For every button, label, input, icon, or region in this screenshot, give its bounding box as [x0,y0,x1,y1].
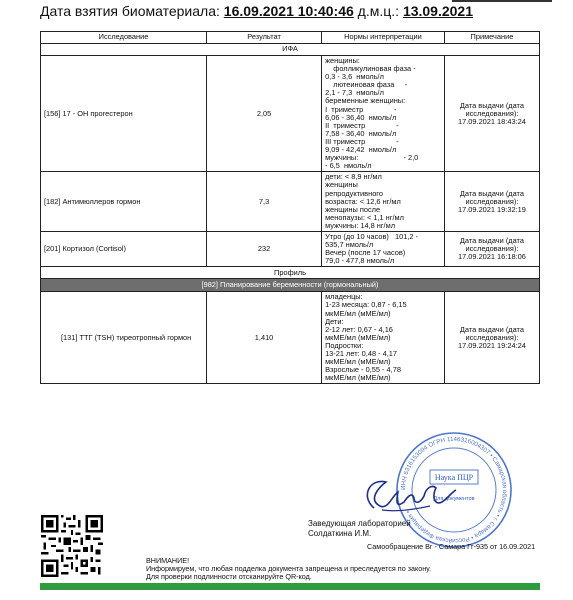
table-header-row [41,32,540,44]
section-ifa: ИФА [41,44,540,56]
section-profile: Профиль [41,267,540,279]
collected-value: 16.09.2021 10:40:46 [223,3,354,19]
authenticity-notice [146,557,431,580]
column-header-test: Исследование [41,32,207,44]
table-row [41,56,540,172]
test-name: [156] 17 - ОН прогестерон [41,56,207,172]
stamp-ring-text: ИНН 6316153094 ОГРН 1146316004307 • Самарская область • г. Самара • Российская Федерация • [399,435,509,545]
signature-icon [352,466,462,526]
test-name: [201] Кортизол (Cortisol) [41,231,207,266]
column-header-result: Результат [207,32,322,44]
top-rule [452,0,552,2]
section-row [41,267,540,279]
section-row [41,44,540,56]
test-result: 232 [207,231,322,266]
profile-row [41,279,540,292]
table-row [41,231,540,266]
table-row [41,172,540,232]
head-of-lab [308,519,411,538]
head-title: Заведующая лабораторией [308,519,411,528]
test-name: [182] Антимюллеров гормон [41,172,207,232]
stamp-sub-text: Для документов [433,496,475,502]
table-row [41,292,540,384]
stamp-inner-text: Наука ПЦР [434,473,474,482]
test-result: 2,05 [207,56,322,172]
column-header-note: Примечание [444,32,539,44]
head-name: Солдаткина И.М. [308,528,372,538]
self-referral: Самообращение Вг - Самара Гг-935 от 16.09.2021 [367,542,536,551]
test-note: Дата выдачи (дата исследования): 17.09.2021 16:18:06 [444,231,539,266]
test-note: Дата выдачи (дата исследования): 17.09.2021 18:43:24 [444,56,539,172]
test-norms: дети: < 8,9 нг/мл женщины репродуктивного возраста: < 12,6 нг/мл женщины после менопаузы: < 1,1 нг/мл мужчины: 14,8 нг/мл [322,172,445,232]
birth-value: 13.09.2021 [402,3,474,19]
notice-title: ВНИМАНИЕ! [146,556,190,565]
qr-code-icon[interactable] [41,515,103,577]
test-norms: младенцы: 1-23 месяца: 0,87 - 6,15 мкМЕ/мл (мМЕ/мл) Дети: 2-12 лет: 0,67 - 4,16 мкМЕ/мл (мМЕ/мл) Подростки: 13-21 лет: 0,48 - 4,17 мкМЕ/мл (мМЕ/мл) Взрослые - 0,55 - 4,78 мкМЕ/мл (мМЕ/мл) [322,292,445,384]
test-result: 1,410 [207,292,322,384]
report-header [40,3,473,19]
test-note: Дата выдачи (дата исследования): 17.09.2021 19:32:19 [444,172,539,232]
collected-label: Дата взятия биоматериала: [40,3,220,19]
profile-title: [982] Планирование беременности (гормональный) [41,279,540,292]
footer-bar [40,583,540,590]
test-norms: женщины: фолликулиновая фаза - 0,3 - 3,6 нмоль/л лютеиновая фаза - 2,1 - 7,3 нмоль/л беременные женщины: I триместр - 6,06 - 36,40 нмоль/л II триместр - 7,58 - 36,40 нмоль/л III триместр - 9,09 - 42,42 нмоль/л мужчины: - 2,0 - 6,5 нмоль/л [322,56,445,172]
column-header-norms: Нормы интерпретации [322,32,445,44]
notice-line-2: Для проверки подлинности отсканируйте QR-код. [146,571,312,581]
test-note: Дата выдачи (дата исследования): 17.09.2021 19:24:24 [444,292,539,384]
birth-label: д.м.ц.: [357,3,400,19]
results-table [40,31,540,384]
test-result: 7,3 [207,172,322,232]
notice-line-1: Информируем, что любая подделка документа запрещена и преследуется по закону. [146,563,432,573]
test-norms: Утро (до 10 часов) 101,2 - 535,7 нмоль/л Вечер (после 17 часов) 79,0 - 477,8 нмоль/л [322,231,445,266]
test-name: [131] ТТГ (TSH) тиреотропный гормон [41,292,207,384]
